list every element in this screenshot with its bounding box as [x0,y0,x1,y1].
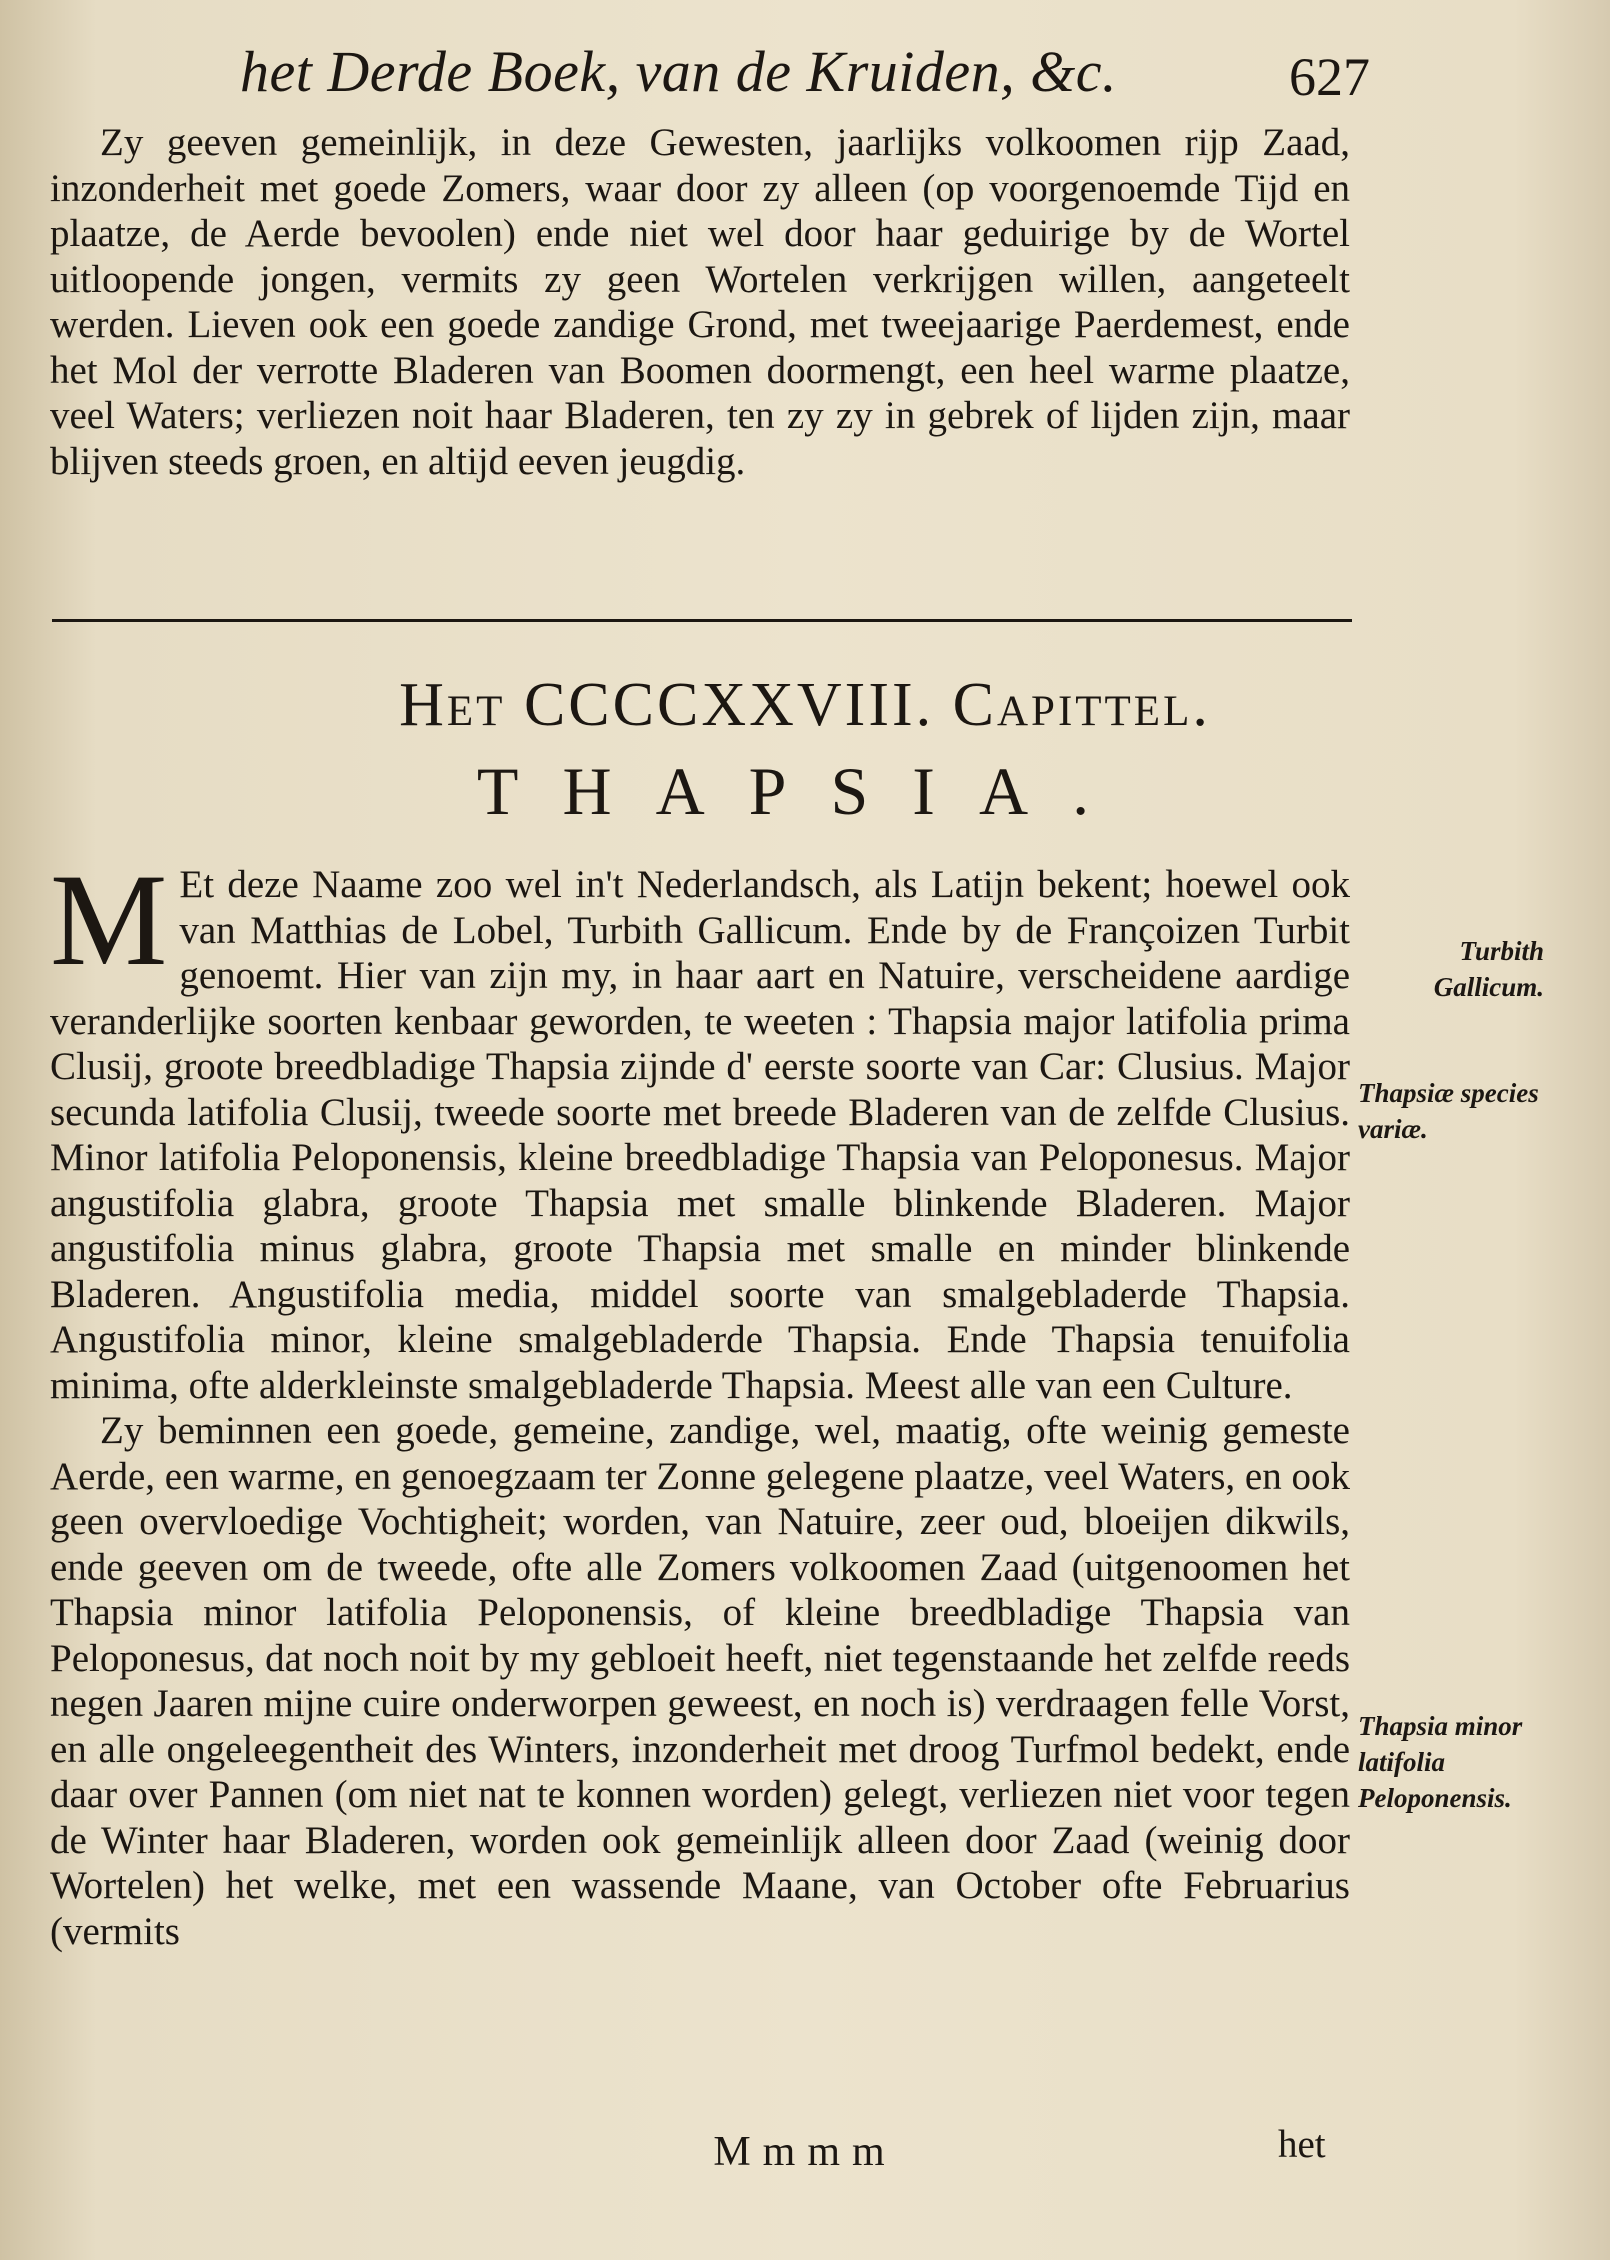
page-header [240,38,1370,118]
chapter-subtitle: THAPSIA. [476,753,1134,829]
marginal-note-turbith: Turbith Gallicum. [1433,936,1544,1002]
chapter-title: Het CCCCXXVIII. Capittel. [399,671,1211,739]
paragraph-1 [50,846,1350,1408]
drop-cap: M [50,846,168,993]
intro-paragraph: Zy geeven gemeinlijk, in deze Gewesten, jaarlijks volkoomen rijp Zaad, inzonderheit met goede Zomers, waar door zy alleen (op voorgenoemde Tijd en plaatze, de Aerde bevoolen) ende niet wel door haar geduirige by de Wortel uitloopende jongen, vermits zy geen Wortelen verkrijgen willen, aangeteelt werden. Lieven ook een goede zandige Grond, met tweejaarige Paerdemest, ende het Mol der verrotte Bladeren van Boomen doormengt, een heel warme plaatze, veel Waters; verliezen noit haar Bladeren, ten zy zy in gebrek of lijden zijn, maar blijven steeds groen, en altijd eeven jeugdig. [50,121,1350,483]
chapter-body [50,846,1350,1954]
marginal-note-species: Thapsiæ species variæ. [1358,1078,1539,1144]
paragraph-2: Zy beminnen een goede, gemeine, zandige, wel, maatig, ofte weinig gemeste Aerde, een warme, en genoegzaam ter Zonne gelegene plaatze, veel Waters, en ook geen overvloedige Vochtigheit; worden, van Natuire, zeer oud, bloeijen dikwils, ende geeven om de tweede, ofte alle Zomers volkoomen Zaad (uitgenoomen het Thapsia minor latifolia Peloponensis, of kleine breedbladige Thapsia van Peloponesus, dat noch noit by my gebloeit heeft, niet tegenstaande het zelfde reeds negen Jaaren mijne cuire onderworpen geweest, en noch is) verdraagen felle Vorst, en alle ongeleegentheit des Winters, inzonderheit met droog Turfmol bedekt, ende daar over Pannen (om niet nat te konnen worden) gelegt, verliezen niet voor tegen de Winter haar Bladeren, worden ook gemeinlijk alleen door Zaad (weinig door Wortelen) het welke, met een wassende Maane, van October ofte Februarius (vermits [50,1409,1350,1953]
marginal-note-thapsia-minor: Thapsia minor latifolia Peloponensis. [1358,1711,1523,1813]
paragraph-1-text: Et deze Naame zoo wel in't Nederlandsch, als Latijn bekent; hoewel ook van Matthias de Lobel, Turbith Gallicum. Ende by de Françoizen Turbit genoemt. Hier van zijn my, in haar aart en Natuire, verscheidene aardige veranderlijke soorten kenbaar geworden, te weeten : Thapsia major latifolia prima Clusij, groote breedbladige Thapsia zijnde d' eerste soorte van Car: Clusius. Major secunda latifolia Clusij, tweede soorte met breede Bladeren van de zelfde Clusius. Minor latifolia Peloponensis, kleine breedbladige Thapsia van Peloponesus. Major angustifolia glabra, groote Thapsia met smalle blinkende Bladeren. Major angustifolia minus glabra, groote Thapsia met smalle en minder blinkende Bladeren. Angustifolia media, middel soorte van smalgebladerde Thapsia. Angustifolia minor, kleine smalgebladerde Thapsia. Ende Thapsia tenuifolia minima, ofte alderkleinste smalgebladerde Thapsia. Meest alle van een Culture. [50,863,1350,1407]
signature-mark: Mmmm [713,2129,897,2175]
catchword: het [1278,2123,1326,2166]
section-divider [52,619,1352,622]
page-number: 627 [1289,47,1370,107]
running-head: het Derde Boek, van de Kruiden, &c. [240,39,1118,104]
